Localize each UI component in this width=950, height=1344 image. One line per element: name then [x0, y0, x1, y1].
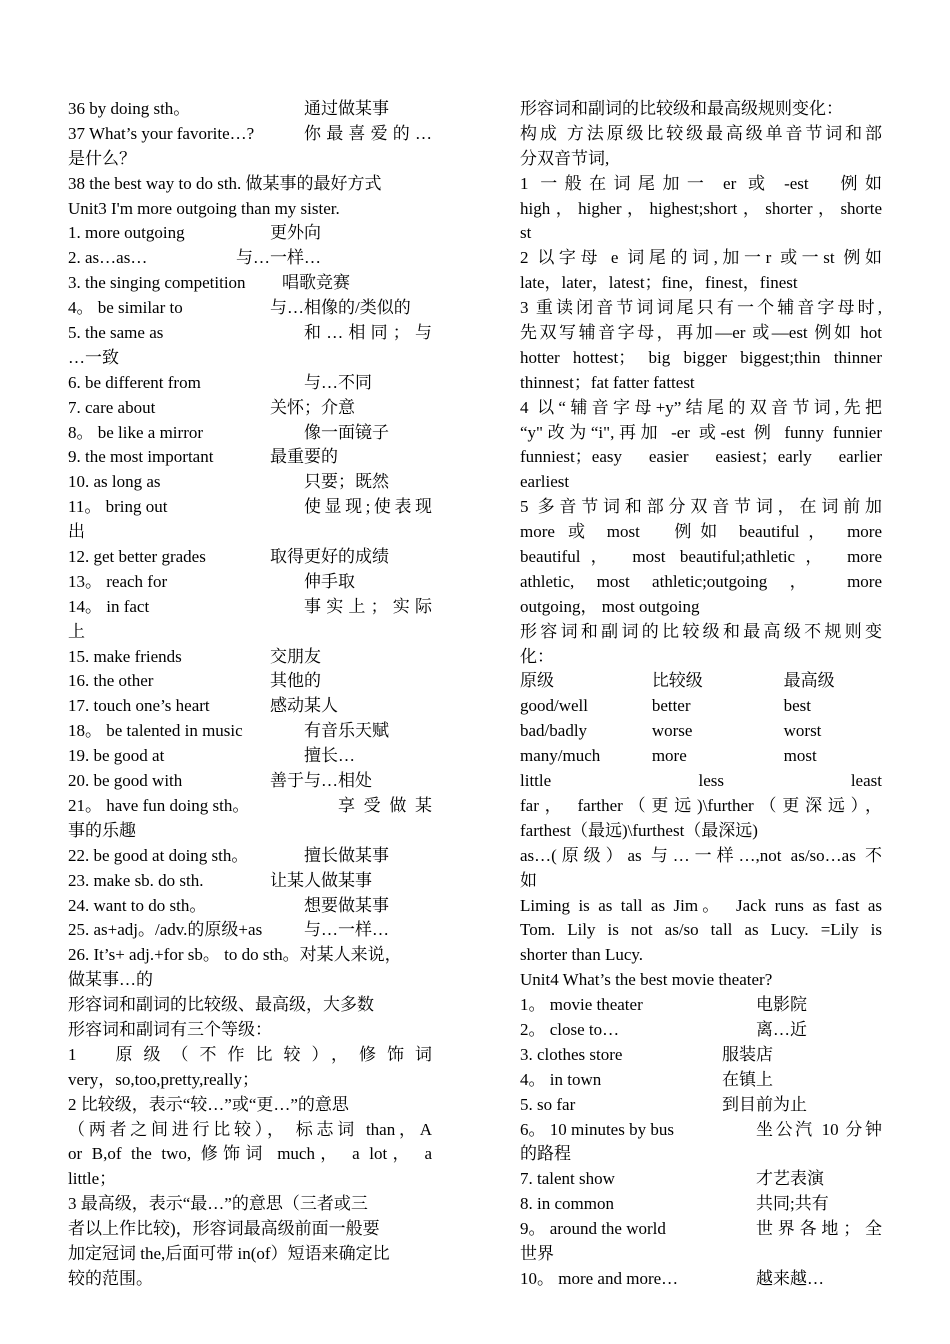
text-line [520, 346, 882, 371]
text-line [68, 669, 432, 694]
paragraph-line: shorter than Lucy. [520, 945, 644, 965]
paragraph-line: 形容词和副词的比较级和最高级不规则变 [520, 621, 882, 641]
paragraph-line: 构成 方法原级比较级最高级单音节词和部 [520, 123, 882, 143]
text-line [520, 744, 882, 769]
paragraph-line: athletic, most athletic;outgoing ， more [520, 571, 882, 591]
paragraph-line: beautiful， most beautiful;athletic， more [520, 547, 882, 567]
paragraph-line: earliest [520, 472, 570, 492]
text-line [68, 1043, 432, 1068]
text-line [520, 545, 882, 570]
text-line [520, 1167, 882, 1192]
paragraph-line: 如 [520, 870, 537, 890]
text-line [520, 1192, 882, 1217]
text-line [520, 147, 882, 172]
text-line [68, 1093, 432, 1118]
paragraph-line: or B,of the two, 修饰词 much， a lot， a [68, 1144, 432, 1164]
text-line [68, 1242, 432, 1267]
text-line [68, 271, 432, 296]
phrase-chinese: 与…一样… [236, 248, 321, 268]
text-line [520, 520, 882, 545]
phrase-english: 20. be good with [68, 771, 183, 791]
phrase-english: 9. the most important [68, 447, 214, 467]
text-line [68, 968, 432, 993]
text-line [520, 1242, 882, 1267]
phrase-chinese: 唱歌竞赛 [282, 273, 350, 293]
phrase-english: 7. care about [68, 397, 156, 417]
phrase-english: 10。 more and more… [520, 1268, 679, 1288]
text-line [520, 1118, 882, 1143]
text-line [68, 520, 432, 545]
paragraph-line: st [520, 223, 532, 243]
paragraph-line: 出 [68, 522, 85, 542]
paragraph-line: 2 比较级，表示“较…”或“更…”的意思 [68, 1094, 349, 1114]
text-line [68, 396, 432, 421]
paragraph-line: 是什么？ [68, 148, 136, 168]
phrase-english: 36 by doing sth。 [68, 99, 191, 118]
phrase-english: 12. get better grades [68, 547, 206, 567]
paragraph-line: outgoing， most outgoing [520, 596, 700, 616]
text-line [68, 694, 432, 719]
paragraph-line: 的路程 [520, 1144, 571, 1164]
paragraph-line: more 或 most 例如 beautiful， more [520, 522, 882, 542]
table-cell: better [651, 696, 691, 716]
paragraph-line: very，so,too,pretty,really； [68, 1069, 260, 1089]
phrase-english: 2. as…as… [68, 248, 148, 268]
right-column [520, 97, 882, 1292]
text-line [520, 819, 882, 844]
text-line [68, 1118, 432, 1143]
phrase-english: 24. want to do sth。 [68, 895, 207, 915]
paragraph-line: 3 最高级，表示“最…”的意思（三者或三 [68, 1194, 368, 1214]
phrase-chinese: 交朋友 [270, 646, 321, 666]
text-line [520, 620, 882, 645]
text-line [68, 147, 432, 172]
paragraph-line: far， farther（更远)\further（更深远）， [520, 795, 882, 815]
text-line [68, 1068, 432, 1093]
phrase-chinese: 更外向 [270, 223, 321, 243]
phrase-chinese: 服装店 [722, 1044, 773, 1064]
paragraph-line: 化： [520, 646, 554, 666]
text-line [68, 470, 432, 495]
text-line [520, 1043, 882, 1068]
text-line [520, 844, 882, 869]
phrase-english: 13。 reach for [68, 571, 168, 591]
text-line [68, 1192, 432, 1217]
phrase-english: 15. make friends [68, 646, 182, 666]
text-line [68, 545, 432, 570]
text-line [520, 570, 882, 595]
text-line [520, 1142, 882, 1167]
text-line [68, 1267, 432, 1292]
phrase-english: 21。 have fun doing sth。 [68, 795, 250, 815]
phrase-chinese: 你最喜爱的… [304, 123, 432, 143]
phrase-english: 16. the other [68, 671, 154, 691]
text-line [68, 844, 432, 869]
text-line [68, 894, 432, 919]
paragraph-line: 者以上作比较)，形容词最高级前面一般要 [68, 1219, 380, 1239]
phrase-english: 7. talent show [520, 1169, 615, 1189]
phrase-chinese: 才艺表演 [756, 1169, 824, 1189]
text-line [68, 97, 432, 122]
paragraph-line: funniest；easy easier easiest；early earlier [520, 447, 882, 467]
phrase-chinese: 事实上；实际 [304, 596, 432, 616]
text-line [520, 296, 882, 321]
paragraph-line: 4 以“辅音字母+y”结尾的双音节词,先把 [520, 397, 882, 417]
paragraph-line: 形容词和副词有三个等级： [68, 1019, 272, 1039]
text-line [68, 421, 432, 446]
table-cell: best [783, 696, 812, 716]
phrase-chinese: 离…近 [756, 1019, 807, 1039]
paragraph-line: Unit4 What’s the best movie theater? [520, 970, 773, 990]
text-line [68, 595, 432, 620]
phrase-english: 1。 movie theater [520, 995, 643, 1015]
phrase-english: 37 What’s your favorite…? [68, 123, 255, 143]
phrase-english: 2。 close to… [520, 1019, 620, 1039]
text-line [520, 595, 882, 620]
text-line [68, 869, 432, 894]
text-line [520, 445, 882, 470]
text-line [68, 221, 432, 246]
text-line [520, 221, 882, 246]
phrase-english: 6. be different from [68, 372, 201, 392]
phrase-chinese: 电影院 [756, 995, 807, 1015]
table-cell: many/much [520, 746, 601, 766]
paragraph-line: 38 the best way to do sth. 做某事的最好方式 [68, 173, 382, 193]
text-line [520, 122, 882, 147]
phrase-chinese: 越来越… [756, 1268, 824, 1288]
phrase-english: 22. be good at doing sth。 [68, 845, 249, 865]
text-line [520, 1093, 882, 1118]
table-cell: most [783, 746, 817, 766]
text-line [520, 794, 882, 819]
paragraph-line: 做某事…的 [68, 970, 153, 990]
text-line [520, 1068, 882, 1093]
text-line [520, 645, 882, 670]
text-line [520, 470, 882, 495]
paragraph-line: farthest（最远)\furthest（最深远) [520, 820, 758, 840]
phrase-english: 9。 around the world [520, 1219, 666, 1239]
text-line [68, 246, 432, 271]
text-line [520, 968, 882, 993]
text-line [68, 620, 432, 645]
text-line [520, 396, 882, 421]
text-line [68, 122, 432, 147]
phrase-chinese: 有音乐天赋 [304, 721, 389, 741]
phrase-english: 5. the same as [68, 323, 164, 343]
text-line [68, 570, 432, 595]
phrase-english: 11。 bring out [68, 497, 168, 517]
paragraph-line: 加定冠词 the,后面可带 in(of）短语来确定比 [68, 1243, 390, 1263]
phrase-chinese: 让某人做某事 [270, 870, 372, 890]
text-line [68, 495, 432, 520]
text-line [520, 1217, 882, 1242]
text-line [520, 371, 882, 396]
text-line [520, 97, 882, 122]
text-line [68, 719, 432, 744]
paragraph-line: 世界 [520, 1243, 554, 1263]
table-cell: worse [651, 721, 693, 741]
paragraph-line: thinnest；fat fatter fattest [520, 372, 695, 392]
phrase-chinese: 与…一样… [304, 920, 389, 940]
phrase-english: 17. touch one’s heart [68, 696, 210, 716]
paragraph-line: Tom. Lily is not as/so tall as Lucy. =Lily is [520, 920, 882, 940]
phrase-chinese: 感动某人 [270, 696, 338, 716]
table-cell: 最高级 [783, 671, 835, 691]
phrase-chinese: 只要；既然 [304, 472, 389, 492]
paragraph-line: little less least [520, 771, 882, 791]
phrase-chinese: 坐公汽 10 分钟 [756, 1119, 882, 1139]
text-line [520, 421, 882, 446]
phrase-english: 6。 10 minutes by bus [520, 1119, 674, 1139]
paragraph-line: 2 以字母 e 词尾的词,加一r 或一st 例如 [520, 248, 882, 268]
phrase-english: 3. clothes store [520, 1044, 623, 1064]
paragraph-line: 5 多音节词和部分双音节词，在词前加 [520, 497, 882, 517]
phrase-english: 14。 in fact [68, 596, 150, 616]
phrase-chinese: 擅长做某事 [304, 845, 389, 865]
phrase-chinese: 想要做某事 [304, 895, 389, 915]
text-line [68, 1018, 432, 1043]
phrase-chinese: 世界各地；全 [756, 1219, 882, 1239]
phrase-english: 8. in common [520, 1194, 614, 1214]
paragraph-line: （两者之间进行比较）， 标志词 than，A [68, 1119, 432, 1139]
table-cell: 原级 [520, 671, 554, 691]
text-line [68, 918, 432, 943]
phrase-chinese: 其他的 [270, 671, 321, 691]
phrase-chinese: 到目前为止 [722, 1094, 807, 1114]
text-line [520, 197, 882, 222]
text-line [68, 321, 432, 346]
text-line [68, 197, 432, 222]
phrase-chinese: 关怀；介意 [270, 397, 355, 417]
text-line [520, 172, 882, 197]
text-line [68, 744, 432, 769]
table-cell: worst [783, 721, 822, 741]
phrase-english: 23. make sb. do sth. [68, 870, 204, 890]
phrase-english: 3. the singing competition [68, 273, 246, 293]
paragraph-line: 3 重读闭音节词词尾只有一个辅音字母时, [520, 298, 882, 318]
text-line [520, 1267, 882, 1292]
phrase-chinese: 与…相像的/类似的 [270, 298, 411, 318]
text-line [68, 819, 432, 844]
paragraph-line: 上 [68, 621, 85, 641]
phrase-chinese: 像一面镜子 [304, 422, 389, 442]
phrase-chinese: 伸手取 [304, 571, 355, 591]
phrase-chinese: 与…不同 [304, 372, 372, 392]
phrase-english: 4。 in town [520, 1069, 602, 1089]
paragraph-line: 事的乐趣 [68, 820, 136, 840]
paragraph-line: 26. It’s+ adj.+for sb。 to do sth。对某人来说， [68, 945, 402, 965]
table-cell: more [651, 746, 687, 766]
text-line [68, 943, 432, 968]
text-line [520, 694, 882, 719]
left-column [68, 97, 432, 1292]
table-cell: 比较级 [651, 671, 703, 691]
phrase-chinese: 擅长… [304, 746, 355, 766]
paragraph-line: 形容词和副词的比较级和最高级规则变化： [520, 99, 843, 118]
text-line [520, 943, 882, 968]
phrase-english: 25. as+adj。/adv.的原级+as [68, 920, 263, 940]
paragraph-line: 较的范围。 [68, 1268, 153, 1288]
text-line [520, 1018, 882, 1043]
paragraph-line: high，higher，highest;short，shorter，shorte [520, 198, 882, 218]
phrase-chinese: 最重要的 [270, 447, 338, 467]
text-line [520, 993, 882, 1018]
text-line [68, 1217, 432, 1242]
text-line [520, 719, 882, 744]
phrase-english: 19. be good at [68, 746, 165, 766]
phrase-chinese: 共同;共有 [756, 1194, 829, 1214]
phrase-chinese: 和…相同；与 [304, 323, 432, 343]
paragraph-line: hotter hottest； big bigger biggest;thin thinner [520, 347, 882, 367]
paragraph-line: 1 一般在词尾加一 er 或 -est 例如 [520, 173, 882, 193]
text-line [520, 246, 882, 271]
text-line [68, 346, 432, 371]
table-cell: bad/badly [520, 721, 588, 741]
phrase-english: 5. so far [520, 1094, 576, 1114]
phrase-english: 1. more outgoing [68, 223, 185, 243]
phrase-chinese: 通过做某事 [304, 99, 389, 118]
text-line [520, 271, 882, 296]
text-line [68, 371, 432, 396]
text-line [68, 769, 432, 794]
text-line [68, 1167, 432, 1192]
phrase-chinese: 善于与…相处 [270, 771, 372, 791]
text-line [68, 1142, 432, 1167]
paragraph-line: …一致 [68, 347, 119, 367]
table-cell: good/well [520, 696, 588, 716]
paragraph-line: Liming is as tall as Jim。 Jack runs as fast as [520, 895, 882, 915]
text-line [68, 993, 432, 1018]
phrase-english: 18。 be talented in music [68, 721, 243, 741]
phrase-english: 10. as long as [68, 472, 161, 492]
paragraph-line: 形容词和副词的比较级、最高级，大多数 [68, 995, 374, 1015]
text-line [68, 794, 432, 819]
paragraph-line: 1 原级（不作比较），修饰词 [68, 1044, 432, 1064]
text-line [520, 894, 882, 919]
text-line [68, 172, 432, 197]
text-line [520, 918, 882, 943]
phrase-english: 8。 be like a mirror [68, 422, 204, 442]
text-line [520, 321, 882, 346]
phrase-chinese: 使显现;使表现 [304, 497, 432, 517]
text-line [68, 445, 432, 470]
paragraph-line: late，later，latest；fine，finest，finest [520, 273, 798, 293]
text-line [520, 869, 882, 894]
text-line [68, 296, 432, 321]
phrase-english: 4。 be similar to [68, 298, 183, 318]
paragraph-line: 先双写辅音字母，再加—er 或—est 例如 hot [520, 323, 882, 343]
paragraph-line: 分双音节词, [520, 148, 610, 168]
paragraph-line: Unit3 I'm more outgoing than my sister. [68, 198, 340, 218]
paragraph-line: as…(原级）as 与…一样…,not as/so…as 不 [520, 845, 882, 865]
phrase-chinese: 取得更好的成绩 [270, 547, 389, 567]
text-line [68, 645, 432, 670]
text-line [520, 495, 882, 520]
paragraph-line: “y"改为“i",再加 -er 或-est 例 funny funnier [520, 422, 882, 442]
phrase-chinese: 在镇上 [722, 1069, 773, 1089]
paragraph-line: little； [68, 1169, 117, 1189]
phrase-chinese: 享受做某 [338, 795, 432, 815]
text-line [520, 769, 882, 794]
text-line [520, 669, 882, 694]
